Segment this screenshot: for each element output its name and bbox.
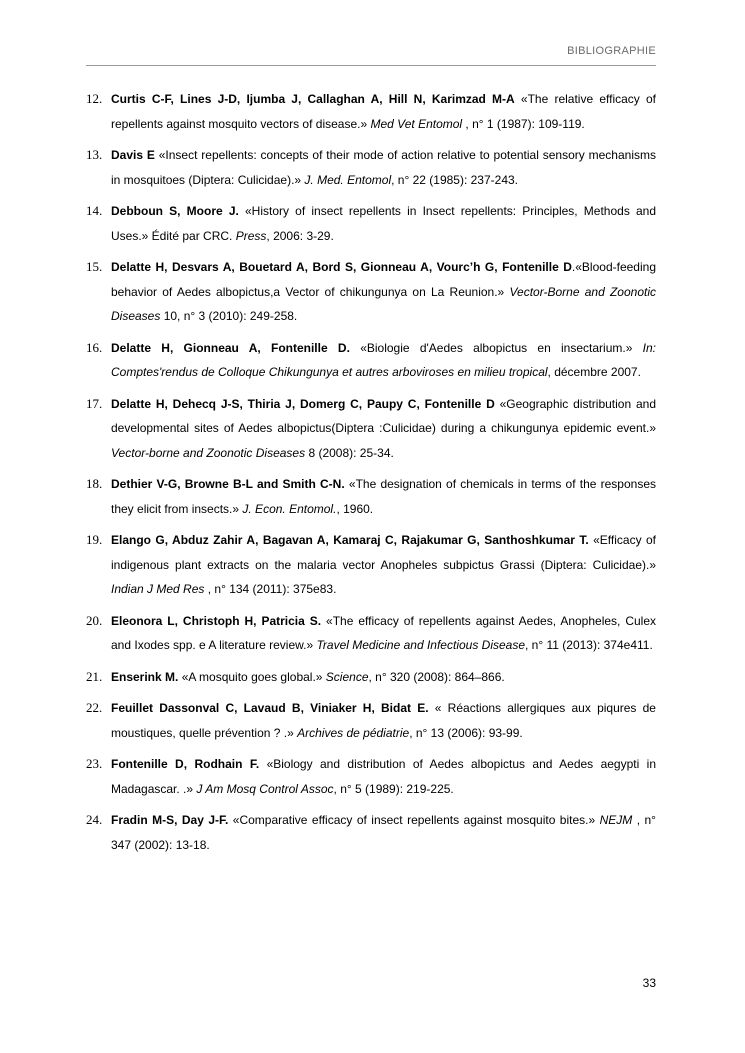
reference-list: [86, 87, 656, 864]
reference-item: [86, 472, 656, 521]
reference-item: [86, 255, 656, 329]
reference-title: .«Blood-feeding behavior of Aedes albopictus,a Vector of chikungunya on La Reunion.»: [111, 260, 656, 299]
reference-item: [86, 143, 656, 192]
reference-title: «The relative efficacy of repellents against mosquito vectors of disease.»: [111, 92, 656, 131]
reference-authors: Delatte H, Desvars A, Bouetard A, Bord S, Gionneau A, Vourc’h G, Fontenille D: [111, 260, 572, 274]
reference-authors: Enserink M.: [111, 669, 179, 684]
reference-text: [111, 199, 656, 248]
reference-details: , n° 11 (2013): 374e411.: [525, 638, 653, 652]
reference-item: [86, 609, 656, 658]
reference-details: 10, n° 3 (2010): 249-258.: [160, 309, 298, 323]
reference-title: «Comparative efficacy of insect repellents against mosquito bites.»: [228, 813, 600, 827]
reference-number: 19.: [86, 532, 103, 547]
reference-journal: J. Med. Entomol: [304, 172, 392, 187]
reference-number: 18.: [86, 476, 103, 491]
reference-text: [111, 752, 656, 801]
reference-item: [86, 528, 656, 602]
reference-item: [86, 808, 656, 857]
reference-journal: Med Vet Entomol: [370, 116, 463, 131]
reference-text: [111, 696, 656, 745]
reference-text: [111, 808, 656, 857]
reference-text: [111, 472, 656, 521]
reference-journal: J Am Mosq Control Assoc: [196, 781, 334, 796]
reference-journal: Indian J Med Res: [111, 582, 205, 596]
reference-authors: Curtis C-F, Lines J-D, Ijumba J, Callaghan A, Hill N, Karimzad M-A: [111, 92, 515, 106]
reference-number: 17.: [86, 395, 103, 411]
reference-details: , n° 1 (1987): 109-119.: [462, 116, 585, 131]
reference-journal: NEJM: [599, 813, 633, 827]
reference-journal: Science: [325, 669, 369, 684]
reference-details: , 1960.: [336, 501, 374, 516]
reference-number: 13.: [86, 147, 103, 162]
reference-title: «Biology and distribution of Aedes albopictus and Aedes aegypti in Madagascar. .»: [111, 757, 656, 796]
reference-authors: Delatte H, Gionneau A, Fontenille D.: [111, 340, 350, 355]
reference-text: [111, 143, 656, 192]
reference-authors: Davis E: [111, 148, 155, 162]
reference-journal: Archives de pédiatrie: [297, 725, 410, 740]
page-number: 33: [642, 976, 656, 990]
reference-number: 22.: [86, 700, 103, 715]
reference-title: «Biologie d'Aedes albopictus en insectarium.»: [349, 340, 643, 355]
reference-number: 14.: [86, 203, 103, 218]
reference-title: «The designation of chemicals in terms of the responses they elicit from insects.»: [111, 477, 656, 516]
reference-text: [111, 392, 656, 466]
reference-journal: Travel Medicine and Infectious Disease: [316, 638, 526, 652]
reference-item: [86, 336, 656, 385]
reference-number: 12.: [86, 91, 103, 106]
reference-title: «Efficacy of indigenous plant extracts on the malaria vector Anopheles subpictus Grassi (Diptera: Culicidae).»: [111, 533, 656, 572]
reference-number: 15.: [86, 259, 103, 274]
header-divider: [86, 65, 656, 66]
reference-title: «The efficacy of repellents against Aedes, Anopheles, Culex and Ixodes spp. e A literature review.»: [111, 613, 656, 652]
reference-item: [86, 87, 656, 136]
reference-text: [111, 528, 656, 602]
reference-number: 20.: [86, 612, 103, 628]
reference-journal: In: Comptes'rendus de Colloque Chikungunya et autres arboviroses en milieu tropical: [111, 340, 656, 379]
reference-text: [111, 609, 656, 658]
reference-item: [86, 696, 656, 745]
reference-details: , n° 320 (2008): 864–866.: [368, 669, 505, 684]
reference-journal: Press: [235, 228, 267, 243]
reference-details: , n° 13 (2006): 93-99.: [409, 725, 523, 740]
reference-number: 16.: [86, 339, 103, 355]
reference-item: [86, 752, 656, 801]
reference-details: , n° 22 (1985): 237-243.: [391, 172, 519, 187]
reference-details: , décembre 2007.: [547, 365, 641, 379]
reference-number: 21.: [86, 668, 103, 684]
section-header: BIBLIOGRAPHIE: [567, 45, 656, 57]
reference-authors: Fontenille D, Rodhain F.: [111, 757, 260, 771]
reference-journal: J. Econ. Entomol.: [242, 501, 337, 516]
reference-details: 8 (2008): 25-34.: [305, 445, 394, 460]
reference-authors: Dethier V-G, Browne B-L and Smith C-N.: [111, 477, 345, 491]
reference-journal: Vector-borne and Zoonotic Diseases: [111, 445, 306, 460]
reference-item: [86, 199, 656, 248]
reference-title: «Geographic distribution and developmental sites of Aedes albopictus(Diptera :Culicidae) during a chikungunya epidemic event.»: [111, 396, 656, 435]
reference-text: [111, 87, 656, 136]
reference-item: [86, 665, 656, 690]
reference-title: «A mosquito goes global.»: [178, 669, 326, 684]
reference-journal: Vector-Borne and Zoonotic Diseases: [111, 284, 656, 323]
reference-number: 23.: [86, 756, 103, 771]
reference-authors: Delatte H, Dehecq J-S, Thiria J, Domerg C, Paupy C, Fontenille D: [111, 396, 495, 411]
reference-text: [111, 665, 656, 690]
reference-details: , 2006: 3-29.: [266, 228, 334, 243]
reference-details: , n° 347 (2002): 13-18.: [111, 813, 656, 852]
reference-authors: Elango G, Abduz Zahir A, Bagavan A, Kamaraj C, Rajakumar G, Santhoshkumar T.: [111, 533, 589, 547]
reference-title: «History of insect repellents in Insect repellents: Principles, Methods and Uses.» Édité par CRC.: [111, 204, 657, 243]
reference-details: , n° 134 (2011): 375e83.: [204, 582, 337, 596]
reference-title: « Réactions allergiques aux piqures de moustiques, quelle prévention ? .»: [111, 701, 656, 740]
reference-item: [86, 392, 656, 466]
reference-authors: Eleonora L, Christoph H, Patricia S.: [111, 613, 322, 628]
reference-authors: Fradin M-S, Day J-F.: [111, 813, 229, 827]
reference-number: 24.: [86, 812, 103, 827]
reference-text: [111, 336, 656, 385]
reference-title: «Insect repellents: concepts of their mode of action relative to potential sensory mechanisms in mosquitoes (Diptera: Culicidae).»: [111, 148, 656, 187]
reference-text: [111, 255, 656, 329]
reference-details: , n° 5 (1989): 219-225.: [333, 781, 454, 796]
reference-authors: Debboun S, Moore J.: [111, 204, 239, 218]
reference-authors: Feuillet Dassonval C, Lavaud B, Viniaker H, Bidat E.: [111, 701, 429, 715]
